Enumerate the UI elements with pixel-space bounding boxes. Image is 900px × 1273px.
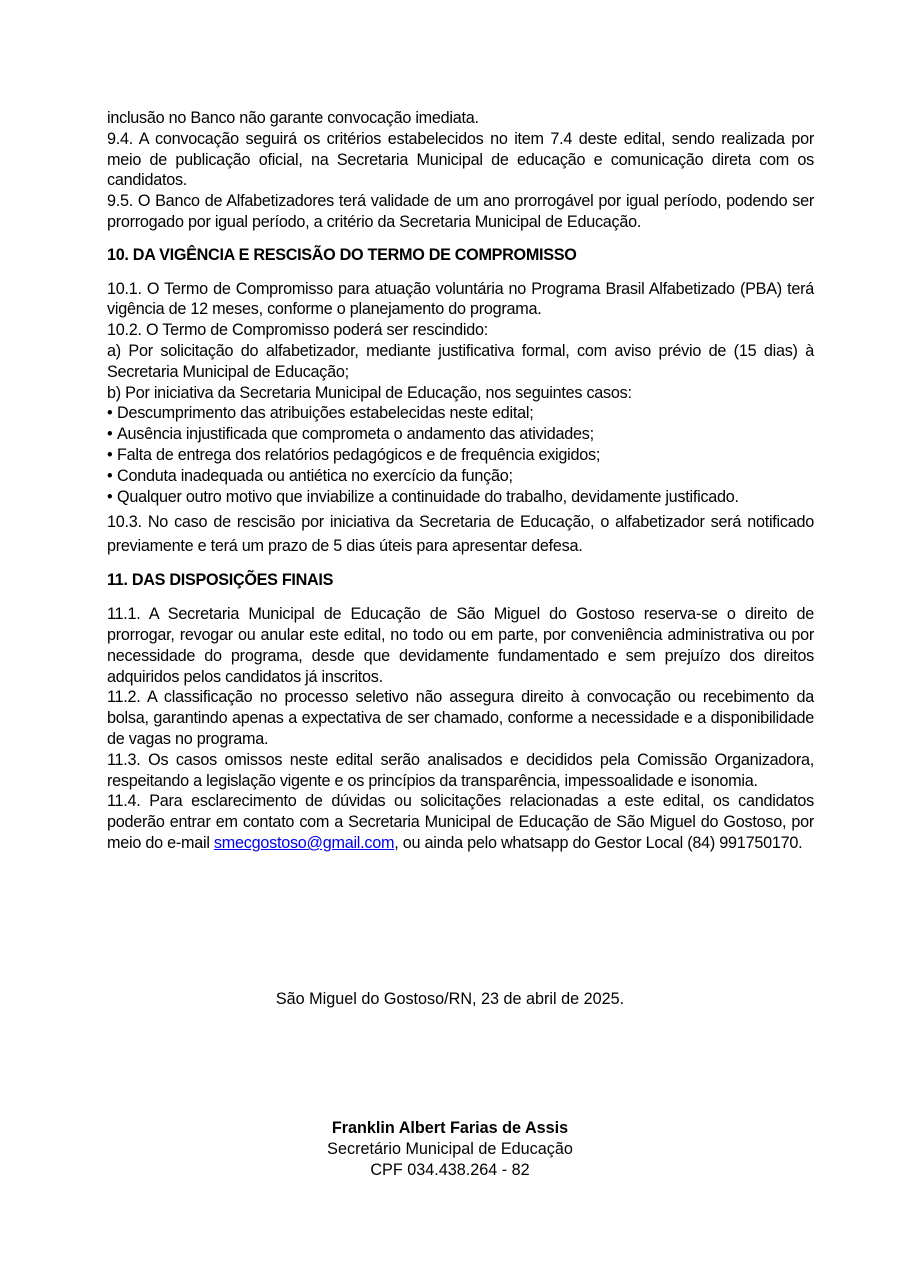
bullet-icon: • — [107, 466, 113, 485]
bullet-icon: • — [107, 445, 113, 464]
rescission-cases-list — [107, 403, 814, 507]
paragraph-10-2-b: b) Por iniciativa da Secretaria Municipal de Educação, nos seguintes casos: — [107, 383, 632, 402]
list-item: • Ausência injustificada que comprometa o andamento das atividades; — [107, 425, 594, 444]
signatory-cpf: CPF 034.438.264 - 82 — [370, 1161, 530, 1179]
list-item: • Falta de entrega dos relatórios pedagógicos e de frequência exigidos; — [107, 445, 601, 464]
bullet-icon: • — [107, 425, 113, 444]
paragraph-9-3-tail: inclusão no Banco não garante convocação imediata. — [107, 109, 479, 127]
signatory-name: Franklin Albert Farias de Assis — [331, 1119, 569, 1137]
email-link[interactable]: smecgostoso@gmail.com — [213, 833, 395, 852]
paragraph-9-4: 9.4. A convocação seguirá os critérios estabelecidos no item 7.4 deste edital, sendo realizada por meio de publicação oficial, na Secretaria Municipal de educação e comunicação direta com os candidatos. — [107, 129, 814, 190]
paragraph-10-1: 10.1. O Termo de Compromisso para atuação voluntária no Programa Brasil Alfabetizado (PBA) terá vigência de 12 meses, conforme o planejamento do programa. — [107, 279, 814, 319]
section-10-heading: 10. DA VIGÊNCIA E RESCISÃO DO TERMO DE COMPROMISSO — [107, 245, 577, 264]
document-body — [107, 108, 814, 854]
paragraph-11-4: 11.4. Para esclarecimento de dúvidas ou solicitações relacionadas a este edital, os candidatos poderão entrar em contato com a Secretaria Municipal de Educação de São Miguel do Gostoso, por meio do e-mail smecgostoso@gmail.com, ou ainda pelo whatsapp do Gestor Local (84) 991750170. — [107, 792, 814, 852]
paragraph-10-2-a: a) Por solicitação do alfabetizador, mediante justificativa formal, com aviso prévio de (15 dias) à Secretaria Municipal de Educação; — [107, 341, 814, 381]
bullet-icon: • — [107, 487, 113, 506]
paragraph-10-3: 10.3. No caso de rescisão por iniciativa da Secretaria de Educação, o alfabetizador será notificado previamente e terá um prazo de 5 dias úteis para apresentar defesa. — [107, 513, 814, 556]
list-item: • Conduta inadequada ou antiética no exercício da função; — [107, 466, 513, 485]
bullet-icon: • — [107, 404, 113, 423]
list-item: • Descumprimento das atribuições estabelecidas neste edital; — [107, 404, 534, 423]
paragraph-11-2: 11.2. A classificação no processo seletivo não assegura direito à convocação ou recebimento da bolsa, garantindo apenas a expectativa de ser chamado, conforme a necessidade e a disponibilidade de vagas no programa. — [107, 688, 814, 748]
paragraph-10-2: 10.2. O Termo de Compromisso poderá ser rescindido: — [107, 321, 489, 340]
signature-block — [0, 1118, 900, 1181]
date-line: São Miguel do Gostoso/RN, 23 de abril de 2025. — [275, 990, 625, 1008]
paragraph-11-1: 11.1. A Secretaria Municipal de Educação de São Miguel do Gostoso reserva-se o direito de prorrogar, revogar ou anular este edital, no todo ou em parte, por conveniência administrativa ou por necessidade do programa, desde que devidamente fundamentado e sem prejuízo dos direitos adquiridos pelos candidatos já inscritos. — [107, 605, 814, 686]
paragraph-11-3: 11.3. Os casos omissos neste edital serão analisados e decididos pela Comissão Organizadora, respeitando a legislação vigente e os princípios da transparência, impessoalidade e isonomia. — [107, 750, 814, 790]
list-item: • Qualquer outro motivo que inviabilize a continuidade do trabalho, devidamente justificado. — [107, 487, 739, 506]
section-11-heading: 11. DAS DISPOSIÇÕES FINAIS — [107, 571, 334, 590]
signatory-role: Secretário Municipal de Educação — [327, 1140, 573, 1158]
paragraph-9-5: 9.5. O Banco de Alfabetizadores terá validade de um ano prorrogável por igual período, podendo ser prorrogado por igual período, a critério da Secretaria Municipal de Educação. — [107, 192, 814, 231]
